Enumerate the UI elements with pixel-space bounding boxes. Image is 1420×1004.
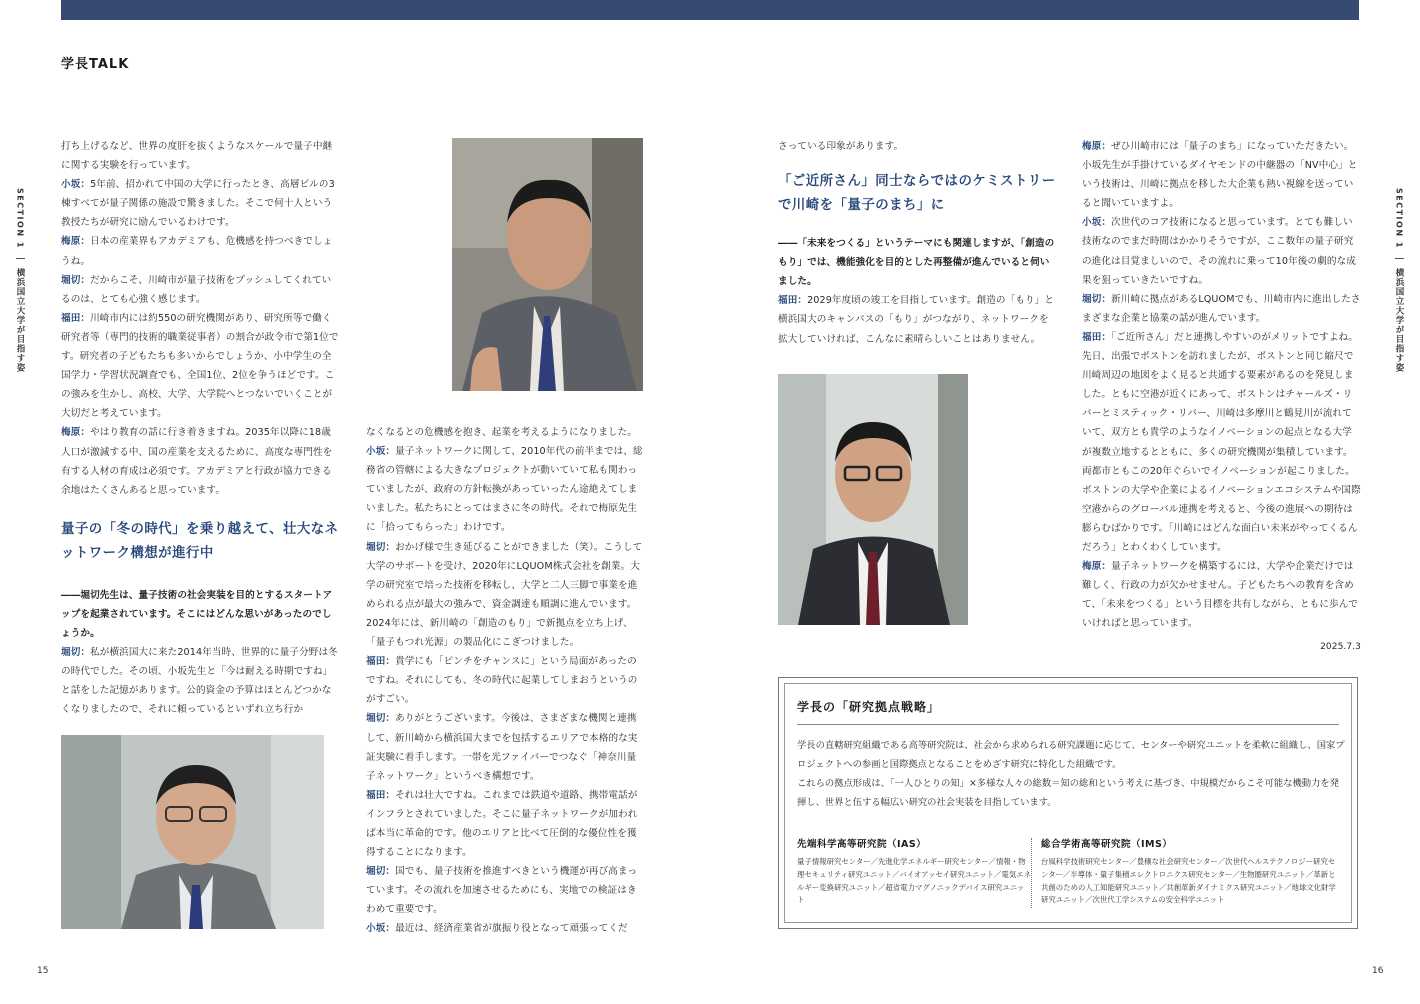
institute-units: 量子情報研究センター／先進化学エネルギー研究センター／情報・物理セキュリティ研究ユニット／バイオアッセイ研究ユニット／電気エネルギー変換研究ユニット／超省電力マグノニックデバイス研究ユニット: [797, 857, 1031, 905]
paragraph-text: 5年前、招かれて中国の大学に行ったとき、高層ビルの3棟すべてが量子関係の施設で驚きました。そこで何十人という教授たちが研究に励んでいるわけです。: [61, 179, 335, 229]
institute-divider: [1031, 838, 1032, 908]
paragraph: [61, 423, 340, 499]
paragraph-text: ありがとうございます。今後は、さまざまな機関と連携して、新川崎から横浜国大までを包括するエリアで本格的な実証実験に着手します。一帯を光ファイバーでつなぐ「神奈川量子ネットワーク」というべき構想です。: [366, 713, 638, 782]
section-sidebar-left: [12, 188, 28, 372]
paragraph: [366, 786, 645, 862]
paragraph-text: ぜひ川崎市には「量子のまち」になっていただきたい。小坂先生が手掛けているダイヤモンドの中継器の「NV中心」という技術は、川崎に拠点を移した大企業も熱い視線を送っていると聞いていますよ。: [1082, 141, 1358, 210]
paragraph-text: おかげ様で生き延びることができました（笑）。こうして大学のサポートを受け、2020年にLQUOM株式会社を創業。大学の研究室で培った技術を移転し、大学と二人三脚で事業を進められる点が最大の強みで、資金調達も順調に進んでいます。2024年には、新川崎の「創造のもり」で新拠点を立ち上げ、「量子もつれ光源」の製品化にこぎつけました。: [366, 541, 643, 649]
speaker-label: 堀切：: [61, 647, 91, 659]
paragraph: [366, 919, 645, 938]
speaker-label: 堀切：: [1082, 293, 1112, 305]
section-title: 横浜国立大学が目指す姿: [15, 267, 25, 373]
page-number-left: 15: [37, 966, 49, 976]
paragraph: [1082, 213, 1361, 289]
text-column-4: [1082, 137, 1361, 657]
text-column-2: [366, 423, 645, 943]
paragraph-text: やはり教育の話に行き着きますね。2035年以降に18歳人口が激減する中、国の産業を支えるために、高度な専門性を有する人材の育成は必須です。アカデミアと行政が協力できる余地はたくさんあると思っています。: [61, 427, 333, 496]
speaker-label: 堀切：: [61, 274, 91, 286]
strategy-title: 学長の「研究拠点戦略」: [797, 700, 941, 714]
section-heading: 量子の「冬の時代」を乗り越えて、壮大なネットワーク構想が進行中: [61, 521, 339, 561]
paragraph: [1082, 557, 1361, 633]
paragraph-text: 「ご近所さん」だと連携しやすいのがメリットですよね。先日、出張でボストンを訪れましたが、ボストンと同じ縮尺で川崎周辺の地図をよく見ると共通する要素があるのを発見しました。ともに空港が近くにあって、ボストンはチャールズ・リバーとミスティック・リバー、川崎は多摩川と鶴見川が流れていて、双方とも貴学のようなイノベーションの起点となる大学が複数立地するとともに、多くの研究機関が集積しています。両都市ともこの20年ぐらいでイノベーションが起こりました。ボストンの大学や企業によるイノベーションエコシステムや国際空港からのグローバル連携を考えると、今後の進展への期待は膨らむばかりです。「川崎にはどんな面白い未来がやってくるんだろう」とわくわくしています。: [1082, 331, 1361, 553]
institute-units: 台風科学技術研究センター／豊穣な社会研究センター／次世代ヘルステクノロジー研究センター／半導体・量子集積エレクトロニクス研究センター／生物圏研究ユニット／革新と共創のための人工知能研究ユニット／共創革新ダイナミクス研究ユニット／地球文化財学研究ユニット／次世代工学システムの安全科学ユニット: [1041, 857, 1336, 905]
interview-question: ――「未来をつくる」というテーマにも関連しますが、「創造のもり」では、機能強化を目的とした再整備が進んでいると伺いました。: [778, 238, 1055, 288]
strategy-box: [778, 677, 1358, 929]
speaker-label: 福田：: [366, 789, 396, 801]
section-heading: 「ご近所さん」同士ならではのケミストリーで川崎を「量子のまち」に: [778, 174, 1056, 214]
paragraph: なくなるとの危機感を抱き、起業を考えるようになりました。: [366, 427, 638, 438]
paragraph-text: 国でも、量子技術を推進すべきという機運が再び高まっています。その流れを加速させるためにも、実地での検証はきわめて重要です。: [366, 866, 638, 916]
speaker-label: 梅原：: [61, 236, 91, 248]
speaker-label: 福田：: [366, 656, 396, 668]
paragraph-text: それは壮大ですね。これまでは鉄道や道路、携帯電話がインフラとされていました。そこに量子ネットワークが加われば本当に革命的です。他のエリアと比べて圧倒的な優位性を獲得することになります。: [366, 789, 638, 859]
paragraph: [61, 271, 340, 309]
institute-name: 総合学術高等研究院（IMS）: [1041, 839, 1173, 850]
portrait-photo: [778, 374, 968, 625]
speaker-label: 梅原：: [61, 427, 91, 439]
speaker-label: 堀切：: [366, 866, 396, 878]
paragraph-text: 2029年度頃の竣工を目指しています。創造の「もり」と横浜国大のキャンパスの「もり」がつながり、ネットワークを拡大していければ、こんなに素晴らしいことはありません。: [778, 295, 1055, 345]
paragraph: [61, 232, 340, 270]
paragraph-text: 次世代のコア技術になると思っています。とても難しい技術なのでまだ時間はかかりそうですが、ここ数年の量子研究の進化は目覚ましいので、その流れに乗って10年後の劇的な成果を狙っていきたいですね。: [1082, 217, 1356, 286]
paragraph: [1082, 137, 1361, 213]
section-sidebar-right: [1391, 188, 1407, 372]
page-number-right: 16: [1372, 966, 1384, 976]
section-number: SECTION 1: [1394, 188, 1404, 249]
paragraph-text: 最近は、経済産業省が旗振り役となって頑張ってくだ: [395, 923, 628, 935]
paragraph-text: 量子ネットワークに関して、2010年代の前半までは、総務省の管轄による大きなプロジェクトが動いていて私も関わっていましたが、政府の方針転換があっていったん途絶えてしまいました。私たちにとってはまさに冬の時代。それで梅原先生に「拾ってもらった」わけです。: [366, 446, 643, 534]
paragraph: 打ち上げるなど、世界の度肝を抜くようなスケールで量子中継に関する実験を行っています。: [61, 141, 333, 172]
institute-ias: [797, 836, 1031, 907]
speaker-label: 小坂：: [366, 923, 396, 935]
paragraph-text: 日本の産業界もアカデミアも、危機感を持つべきでしょうね。: [61, 236, 333, 267]
portrait-photo: [452, 138, 643, 391]
paragraph: さっている印象があります。: [778, 141, 904, 152]
paragraph: [61, 309, 340, 424]
institute-name: 先端科学高等研究院（IAS）: [797, 839, 927, 850]
speaker-label: 梅原：: [1082, 561, 1112, 573]
sidebar-rule: [16, 258, 25, 259]
paragraph-text: 貴学にも「ピンチをチャンスに」という局面があったのですね。それにしても、冬の時代に起業してしまおうというのがすごい。: [366, 656, 638, 706]
speaker-label: 小坂：: [366, 446, 396, 458]
paragraph-text: 量子ネットワークを構築するには、大学や企業だけでは難しく、行政の力が欠かせません。子どもたちへの教育を含めて、「未来をつくる」という目標を共有しながら、ともに歩んでいければと思っています。: [1082, 561, 1359, 630]
paragraph-text: 川崎市内には約550の研究機関があり、研究所等で働く研究者等（専門的技術的職業従事者）の割合が政令市で第1位です。研究者の子どもたちも多いからでしょうか、小中学生の全国学力・学習状況調査でも、全国1位、2位を争うほどです。この強みを生かし、高校、大学、大学院へとつないでいくことが大切だと考えています。: [61, 312, 339, 420]
top-color-bar: [61, 0, 1359, 20]
paragraph: [61, 175, 340, 232]
portrait-photo: [61, 735, 324, 929]
text-column-1: [61, 137, 340, 717]
paragraph: [61, 643, 340, 717]
section-number: SECTION 1: [15, 188, 25, 249]
paragraph: [1082, 290, 1361, 328]
paragraph: [778, 291, 1056, 348]
strategy-paragraph: これらの拠点形成は、「一人ひとりの知」×多様な人々の総数＝知の総和という考えに基づき、中規模だからこそ可能な機動力を発揮し、世界と伍する幅広い研究の社会実装を目指しています。: [797, 778, 1339, 808]
strategy-divider: [797, 724, 1339, 725]
speaker-label: 堀切：: [366, 713, 396, 725]
interview-question: ――堀切先生は、量子技術の社会実装を目的とするスタートアップを起業されています。そこにはどんな思いがあったのでしょうか。: [61, 589, 333, 639]
paragraph: [366, 652, 645, 709]
speaker-label: 小坂：: [61, 179, 91, 191]
sidebar-rule: [1395, 258, 1404, 259]
text-column-3: [778, 137, 1056, 352]
paragraph-text: だからこそ、川崎市が量子技術をプッシュしてくれているのは、とても心強く感じます。: [61, 274, 332, 305]
speaker-label: 堀切：: [366, 541, 396, 553]
institute-ims: [1041, 836, 1337, 907]
speaker-label: 福田：: [61, 312, 91, 324]
strategy-body: [797, 736, 1345, 812]
speaker-label: 福田：: [778, 295, 808, 307]
speaker-label: 梅原：: [1082, 141, 1112, 152]
strategy-paragraph: 学長の直轄研究組織である高等研究院は、社会から求められる研究課題に応じて、センターや研究ユニットを柔軟に組織し、国家プロジェクトへの参画と国際拠点となることをめざす研究に特化した組織です。: [797, 740, 1345, 770]
interview-date: 2025.7.3: [1320, 642, 1361, 653]
paragraph: [366, 709, 645, 785]
section-title: 横浜国立大学が目指す姿: [1394, 267, 1404, 373]
page-label: 学長TALK: [61, 57, 130, 72]
speaker-label: 福田：: [1082, 331, 1112, 343]
paragraph-text: 新川崎に拠点があるLQUOMでも、川崎市内に進出したさまざまな企業と協業の話が進んでいます。: [1082, 293, 1361, 324]
paragraph-text: 私が横浜国大に来た2014年当時、世界的に量子分野は冬の時代でした。その頃、小坂先生と「今は耐える時期ですね」と話をした記憶があります。公的資金の予算はほとんどつかなくなりましたので、それに頼っているといずれ立ち行か: [61, 647, 338, 716]
paragraph: [366, 442, 645, 537]
speaker-label: 小坂：: [1082, 217, 1112, 229]
paragraph: [1082, 328, 1361, 557]
paragraph: [366, 538, 645, 653]
paragraph: [366, 862, 645, 919]
